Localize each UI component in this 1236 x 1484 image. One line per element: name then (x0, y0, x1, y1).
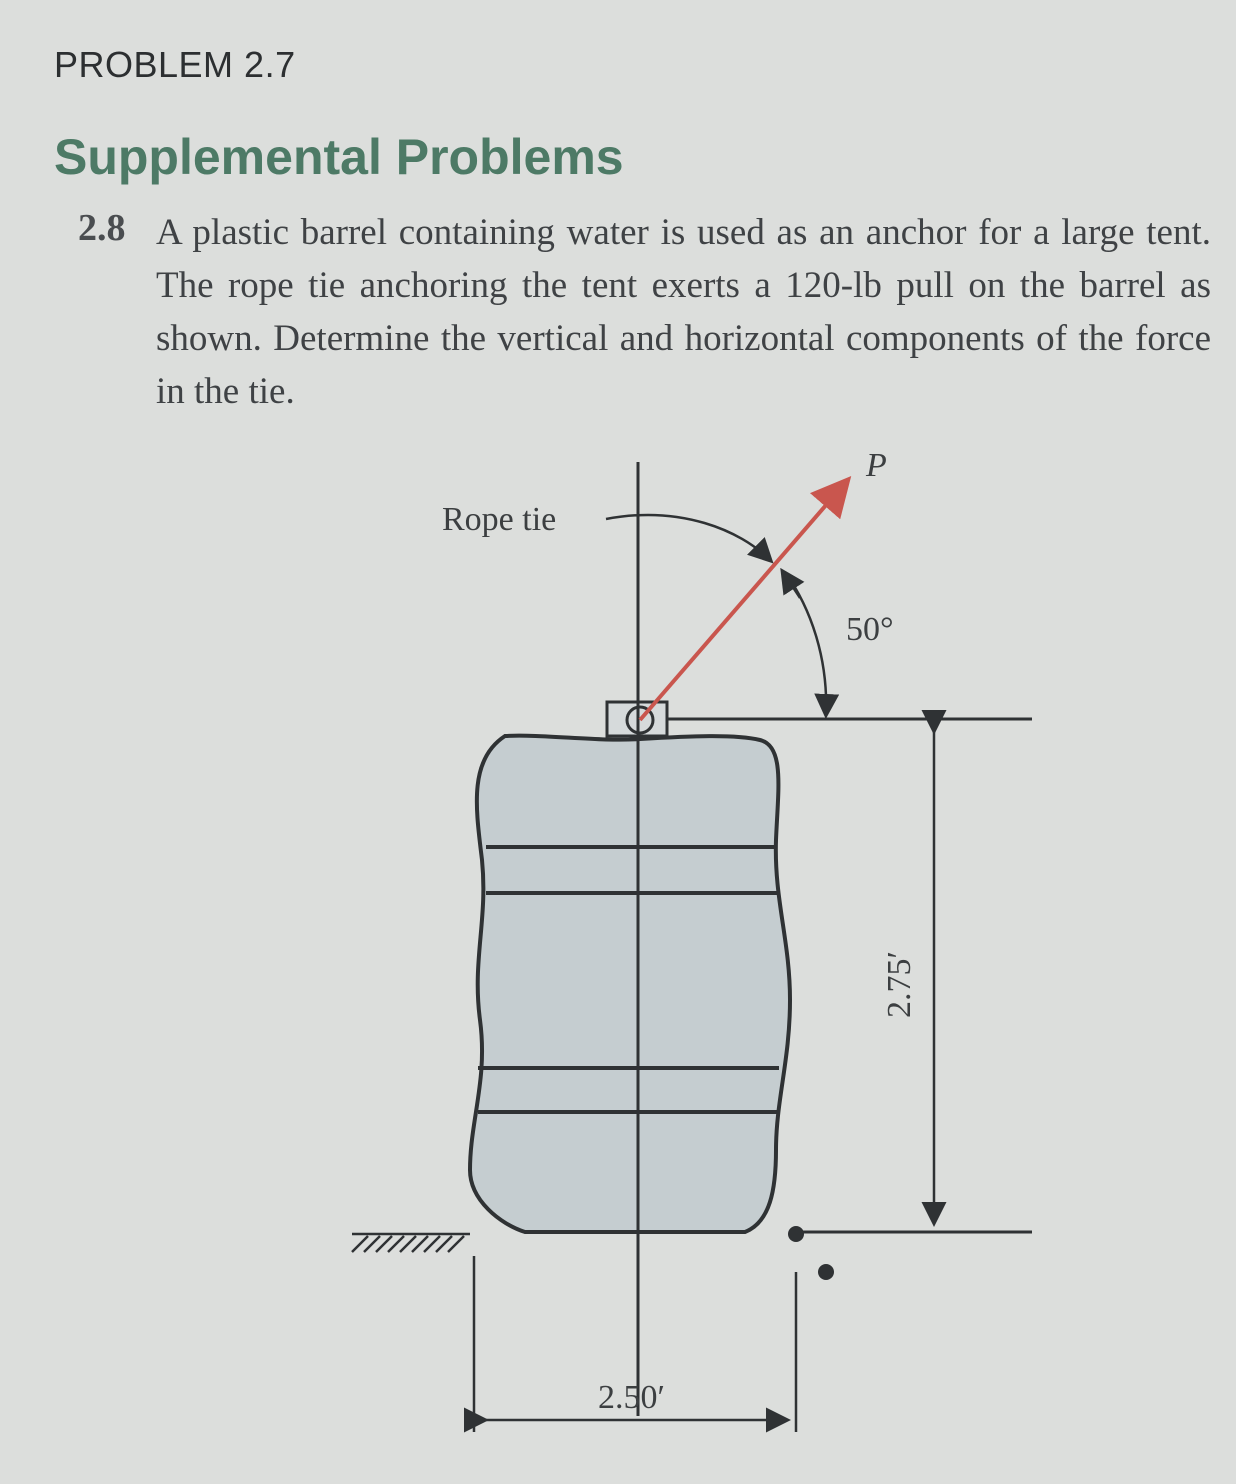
problem-statement: A plastic barrel containing water is used as an anchor for a large tent. The rope tie anchoring the tent exerts a 120-lb pull on the barrel as shown. Determine the vertical and horizontal components of the force in the tie. (156, 212, 1211, 412)
angle-arc (785, 572, 826, 714)
problem-number: 2.8 (78, 207, 126, 249)
width-label: 2.50′ (598, 1379, 665, 1416)
ground-dot (788, 1226, 804, 1242)
force-arrow (640, 482, 846, 720)
ground-hatch (352, 1234, 470, 1252)
ground-dot (818, 1264, 834, 1280)
angle-label: 50° (846, 611, 894, 648)
angle-arc-start (783, 572, 800, 598)
barrel-body (470, 736, 790, 1232)
problem-header: PROBLEM 2.7 (54, 44, 296, 85)
rope-tie-label: Rope tie (442, 501, 557, 538)
rope-tie-leader (606, 515, 770, 560)
height-label: 2.75′ (881, 951, 918, 1018)
force-label: P (866, 447, 887, 484)
section-title: Supplemental Problems (54, 129, 624, 185)
